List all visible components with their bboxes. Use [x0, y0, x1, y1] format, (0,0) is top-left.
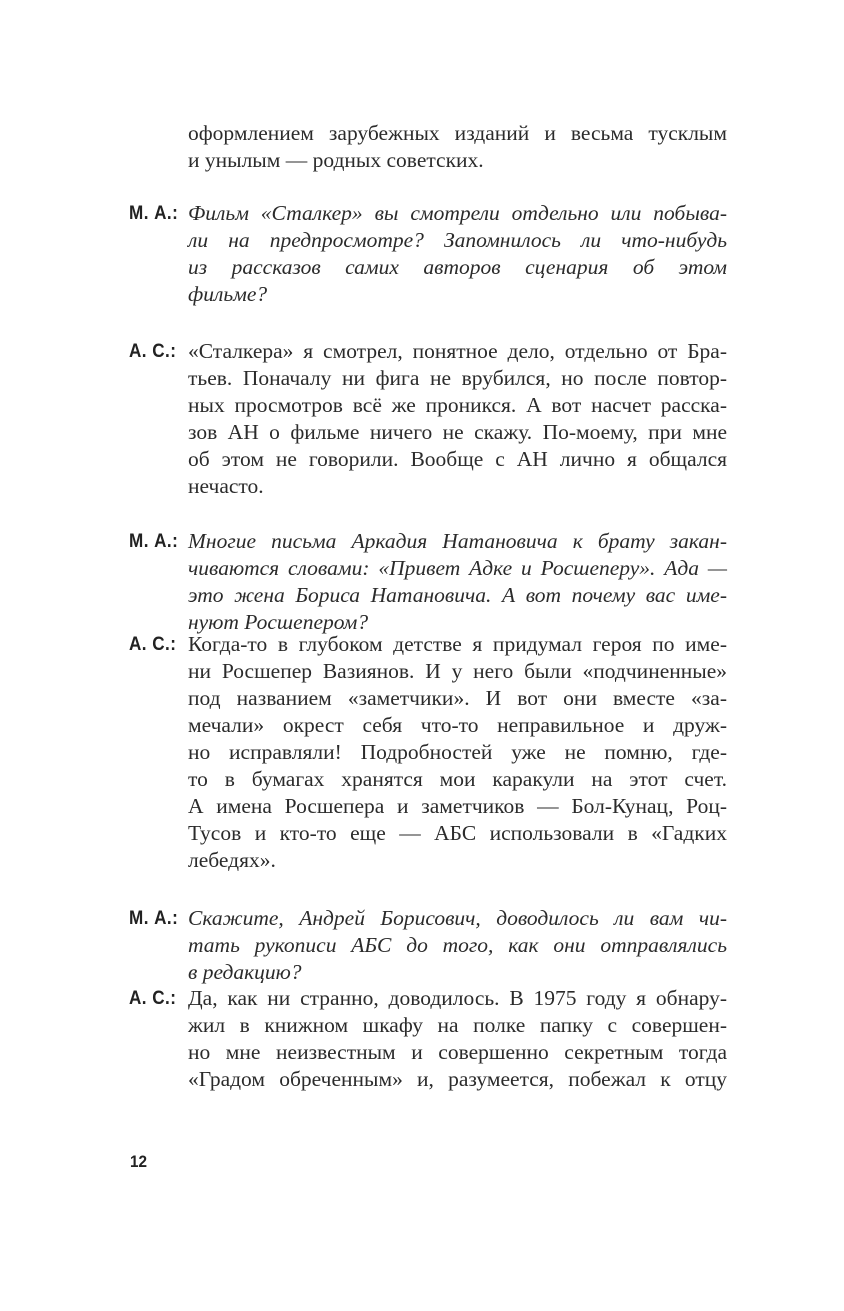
text-line: Скажите, Андрей Борисович, доводилось ли вам чи- — [188, 906, 727, 930]
text-line: «Сталкера» я смотрел, понятное дело, отдельно от Бра- — [188, 339, 727, 363]
text-line: фильме? — [188, 282, 268, 306]
text-line: Тусов и кто-то еще — АБС использовали в «Гадких — [188, 821, 727, 845]
text-line: зов АН о фильме ничего не скажу. По-моему, при мне — [188, 420, 727, 444]
text-line: жил в книжном шкафу на полке папку с совершен- — [188, 1013, 727, 1037]
speaker-label: М. А.: — [129, 908, 179, 929]
text-line: это жена Бориса Натановича. А вот почему вас име- — [188, 583, 727, 607]
text-line: нечасто. — [188, 474, 264, 498]
text-line: нуют Росшепером? — [188, 610, 369, 634]
speaker-label: М. А.: — [129, 531, 179, 552]
speaker-label: М. А.: — [129, 203, 179, 224]
text-line: ли на предпросмотре? Запомнилось ли что-нибудь — [188, 228, 727, 252]
text-line: лебедях». — [188, 848, 276, 872]
speaker-label: А. С.: — [129, 634, 177, 655]
text-line: Фильм «Сталкер» вы смотрели отдельно или побыва- — [188, 201, 727, 225]
text-line: то в бумагах хранятся мои каракули на этот счет. — [188, 767, 727, 791]
text-line: ни Росшепер Вазиянов. И у него были «подчиненные» — [188, 659, 727, 683]
text-line: чиваются словами: «Привет Адке и Росшеперу». Ада — — [188, 556, 727, 580]
text-line: А имена Росшепера и заметчиков — Бол-Кунац, Роц- — [188, 794, 727, 818]
text-line: оформлением зарубежных изданий и весьма тусклым — [188, 121, 727, 145]
paragraph-text — [188, 200, 727, 308]
text-line: под названием «заметчики». И вот они вместе «за- — [188, 686, 727, 710]
paragraph-text — [188, 631, 727, 874]
paragraph-text — [188, 338, 727, 500]
speaker-label: А. С.: — [129, 988, 177, 1009]
text-line: мечали» окрест себя что-то неправильное и друж- — [188, 713, 727, 737]
text-line: об этом не говорили. Вообще с АН лично я общался — [188, 447, 727, 471]
text-line: Многие письма Аркадия Натановича к брату закан- — [188, 529, 727, 553]
paragraph-text — [188, 985, 727, 1093]
text-line: «Градом обреченным» и, разумеется, побежал к отцу — [188, 1067, 727, 1091]
text-line: из рассказов самих авторов сценария об этом — [188, 255, 727, 279]
text-line: но исправляли! Подробностей уже не помню, где- — [188, 740, 727, 764]
text-line: тьев. Поначалу ни фига не врубился, но после повтор- — [188, 366, 727, 390]
paragraph-text — [188, 905, 727, 986]
speaker-label: А. С.: — [129, 341, 177, 362]
text-line: тать рукописи АБС до того, как они отправлялись — [188, 933, 727, 957]
text-line: и унылым — родных советских. — [188, 148, 484, 172]
text-line: Когда-то в глубоком детстве я придумал героя по име- — [188, 632, 727, 656]
paragraph-text — [188, 120, 727, 174]
text-line: Да, как ни странно, доводилось. В 1975 году я обнару- — [188, 986, 727, 1010]
text-line: ных просмотров всё же проникся. А вот насчет расска- — [188, 393, 727, 417]
paragraph-text — [188, 528, 727, 636]
text-line: в редакцию? — [188, 960, 302, 984]
page-number: 12 — [130, 1152, 148, 1171]
text-line: но мне неизвестным и совершенно секретным тогда — [188, 1040, 727, 1064]
